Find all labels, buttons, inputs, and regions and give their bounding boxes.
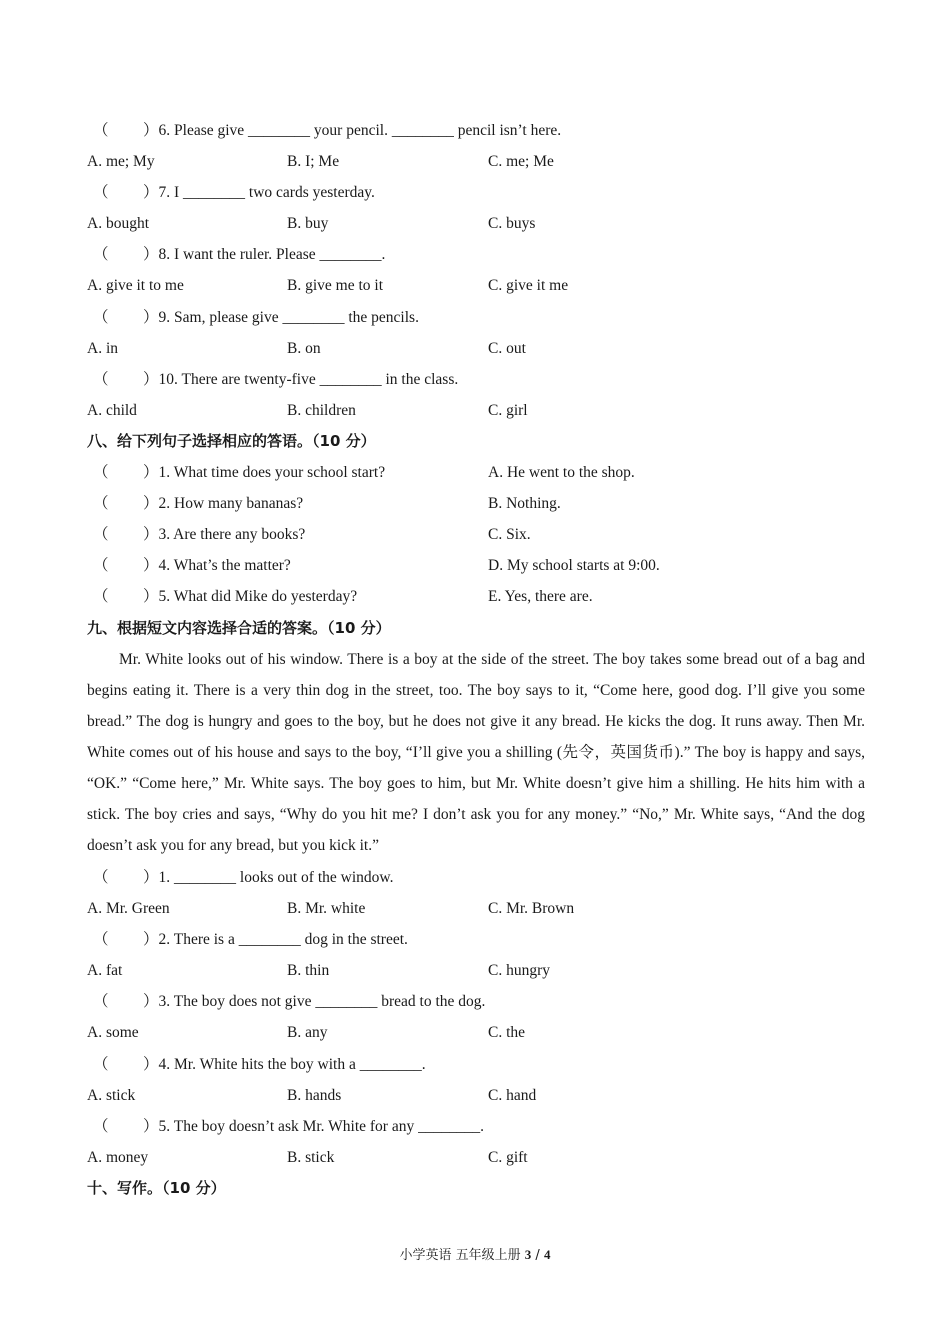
match-answer: D. My school starts at 9:00. (488, 557, 660, 574)
reading-options-4 (87, 1080, 867, 1111)
option-c: C. Mr. Brown (488, 900, 575, 917)
reading-options-1 (87, 893, 867, 924)
option-b: B. hands (287, 1087, 342, 1104)
reading-question-3: （ ）3. The boy does not give ________ bread to the dog. (93, 993, 486, 1010)
options-6 (87, 146, 867, 177)
option-a: A. give it to me (87, 277, 184, 294)
option-c: C. gift (488, 1149, 528, 1166)
footer-text: 小学英语 五年级上册 (399, 1248, 525, 1263)
option-b: B. children (287, 402, 356, 419)
section-8-heading: 八、给下列句子选择相应的答语。（10 分） (87, 432, 376, 450)
section-10-heading: 十、写作。（10 分） (87, 1179, 226, 1197)
reading-passage: Mr. White looks out of his window. There is a boy at the side of the street. The boy takes some bread out of a bag and begins eating it. There is a very thin dog in the street, too. The boy says to it, “Come here, good dog. I’ll give you some bread.” The dog is hungry and goes to the boy, but he does not give it any bread. He kicks the dog. It runs away. Then Mr. White comes out of his house and says to the boy, “I’ll give you a shilling (先令，英国货币).” The boy is happy and says, “OK.” “Come here,” Mr. White says. The boy goes to him, but Mr. White doesn’t give him a shilling. He hits him with a stick. The boy cries and says, “Why do you hit me? I don’t ask you for any money.” “No,” Mr. White says, “And the dog doesn’t ask you for any bread, but you kick it.” (87, 651, 865, 854)
page-total: 4 (543, 1247, 551, 1262)
question-6: （ ）6. Please give ________ your pencil. ________ pencil isn’t here. (93, 122, 562, 139)
question-10: （ ）10. There are twenty-five ________ in the class. (93, 371, 459, 388)
option-a: A. fat (87, 962, 123, 979)
match-answer: E. Yes, there are. (488, 588, 593, 605)
reading-question-5: （ ）5. The boy doesn’t ask Mr. White for any ________. (93, 1118, 484, 1135)
option-b: B. stick (287, 1149, 335, 1166)
page-number: 3 (524, 1247, 532, 1262)
match-row-2: （ ）2. How many bananas? B. Nothing. (93, 488, 873, 519)
option-a: A. child (87, 402, 137, 419)
option-a: A. Mr. Green (87, 900, 170, 917)
match-row-4: （ ）4. What’s the matter? D. My school starts at 9:00. (93, 550, 873, 581)
option-a: A. me; My (87, 153, 155, 170)
reading-options-2 (87, 955, 867, 986)
options-9 (87, 333, 867, 364)
match-row-3: （ ）3. Are there any books? C. Six. (93, 519, 873, 550)
option-c: C. hungry (488, 962, 550, 979)
option-b: B. Mr. white (287, 900, 366, 917)
option-b: B. any (287, 1024, 328, 1041)
option-a: A. bought (87, 215, 149, 232)
reading-question-1: （ ）1. ________ looks out of the window. (93, 869, 394, 886)
match-row-1: （ ）1. What time does your school start? A. He went to the shop. (93, 457, 873, 488)
option-b: B. give me to it (287, 277, 384, 294)
section-9-heading: 九、根据短文内容选择合适的答案。（10 分） (87, 619, 391, 637)
option-c: C. out (488, 340, 526, 357)
options-10 (87, 395, 867, 426)
page-footer: 小学英语 五年级上册 3 / 4 (399, 1247, 551, 1263)
option-c: C. buys (488, 215, 536, 232)
option-a: A. some (87, 1024, 139, 1041)
option-b: B. buy (287, 215, 329, 232)
options-7 (87, 208, 867, 239)
option-a: A. stick (87, 1087, 136, 1104)
reading-options-3 (87, 1017, 867, 1048)
option-c: C. give it me (488, 277, 569, 294)
question-9: （ ）9. Sam, please give ________ the pencils. (93, 309, 419, 326)
match-row-5: （ ）5. What did Mike do yesterday? E. Yes, there are. (93, 581, 873, 612)
option-a: A. money (87, 1149, 149, 1166)
reading-options-5 (87, 1142, 867, 1173)
reading-question-2: （ ）2. There is a ________ dog in the street. (93, 931, 408, 948)
option-b: B. I; Me (287, 153, 340, 170)
option-b: B. on (287, 340, 321, 357)
option-b: B. thin (287, 962, 330, 979)
option-c: C. hand (488, 1087, 537, 1104)
reading-question-4: （ ）4. Mr. White hits the boy with a ________. (93, 1056, 426, 1073)
match-answer: A. He went to the shop. (488, 464, 635, 481)
options-8 (87, 270, 867, 301)
question-8: （ ）8. I want the ruler. Please ________. (93, 246, 386, 263)
match-answer: C. Six. (488, 526, 531, 543)
option-a: A. in (87, 340, 118, 357)
option-c: C. girl (488, 402, 528, 419)
match-answer: B. Nothing. (488, 495, 561, 512)
question-7: （ ）7. I ________ two cards yesterday. (93, 184, 375, 201)
option-c: C. me; Me (488, 153, 554, 170)
option-c: C. the (488, 1024, 526, 1041)
